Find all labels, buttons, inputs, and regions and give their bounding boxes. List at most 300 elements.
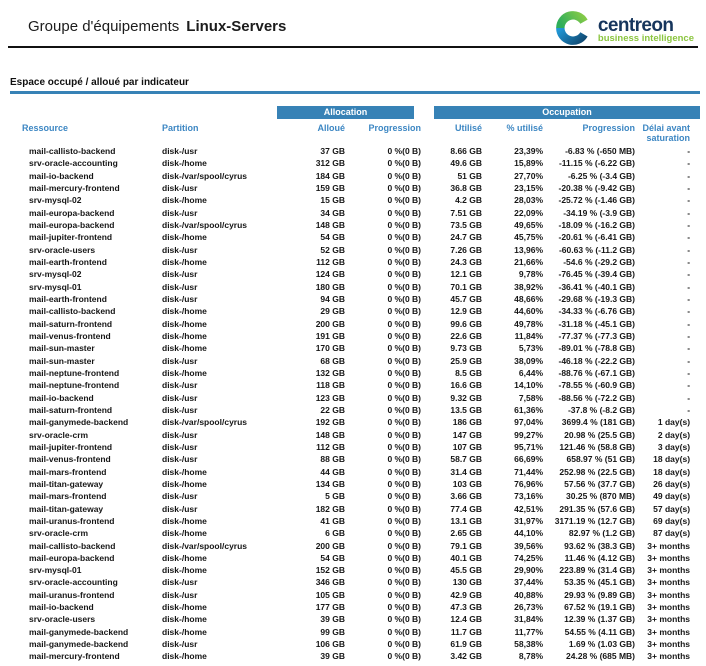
cell-delai-saturation: 49 day(s) <box>653 491 691 502</box>
cell-progression-occupation: -37.8 % (-8.2 GB) <box>567 404 636 415</box>
table-row <box>22 441 700 453</box>
cell-progression-occupation: -54.6 % (-29.2 GB) <box>563 256 636 267</box>
cell-delai-saturation: - <box>687 330 691 341</box>
cell-pct-utilise: 38,09% <box>514 355 544 366</box>
cell-utilise: 7.51 GB <box>450 207 483 218</box>
column-header-progression-allocation: Progression <box>368 123 422 133</box>
cell-alloue: 94 GB <box>320 293 345 304</box>
table-row <box>22 379 700 391</box>
cell-partition: disk-/usr <box>162 380 198 391</box>
cell-progression-allocation: 0 %(0 B) <box>387 232 422 243</box>
cell-progression-occupation: 82.97 % (1.2 GB) <box>568 528 636 539</box>
cell-progression-occupation: 3171.19 % (12.7 GB) <box>554 515 636 526</box>
cell-utilise: 3.66 GB <box>450 491 483 502</box>
cell-delai-saturation: - <box>687 306 691 317</box>
cell-partition: disk-/home <box>162 565 207 576</box>
cell-progression-occupation: -25.72 % (-1.46 GB) <box>558 195 636 206</box>
table-row <box>22 293 700 305</box>
cell-utilise: 130 GB <box>452 577 483 588</box>
cell-progression-occupation: 291.35 % (57.6 GB) <box>559 503 636 514</box>
cell-alloue: 192 GB <box>315 417 345 428</box>
cell-pct-utilise: 48,66% <box>514 293 544 304</box>
cell-ressource: mail-saturn-frontend <box>29 318 113 329</box>
cell-pct-utilise: 23,15% <box>514 182 544 193</box>
cell-progression-allocation: 0 %(0 B) <box>387 491 422 502</box>
cell-progression-allocation: 0 %(0 B) <box>387 626 422 637</box>
table-row <box>22 219 700 231</box>
cell-progression-occupation: -29.68 % (-19.3 GB) <box>558 293 636 304</box>
cell-progression-allocation: 0 %(0 B) <box>387 380 422 391</box>
cell-partition: disk-/home <box>162 232 207 243</box>
cell-partition: disk-/usr <box>162 429 198 440</box>
cell-progression-occupation: -6.83 % (-650 MB) <box>565 146 636 156</box>
cell-alloue: 177 GB <box>315 602 345 613</box>
cell-utilise: 79.1 GB <box>450 540 483 551</box>
cell-progression-occupation: 3699.4 % (181 GB) <box>561 417 636 428</box>
cell-pct-utilise: 22,09% <box>514 207 544 218</box>
cell-pct-utilise: 37,44% <box>514 577 544 588</box>
cell-delai-saturation: 1 day(s) <box>657 417 691 428</box>
cell-utilise: 51 GB <box>457 170 483 181</box>
cell-partition: disk-/usr <box>162 293 198 304</box>
cell-delai-saturation: - <box>687 219 691 230</box>
cell-delai-saturation: - <box>687 404 691 415</box>
cell-progression-occupation: 223.89 % (31.4 GB) <box>559 565 636 576</box>
table-body <box>22 145 700 663</box>
table-row <box>22 527 700 539</box>
cell-alloue: 68 GB <box>320 355 345 366</box>
cell-utilise: 24.7 GB <box>450 232 483 243</box>
cell-ressource: mail-saturn-frontend <box>29 404 113 415</box>
table-row <box>22 318 700 330</box>
cell-pct-utilise: 11,84% <box>514 330 544 341</box>
cell-alloue: 134 GB <box>315 478 345 489</box>
cell-pct-utilise: 45,75% <box>514 232 544 243</box>
centreon-logo-mark-icon <box>555 10 591 51</box>
cell-alloue: 180 GB <box>315 281 345 292</box>
cell-delai-saturation: 3+ months <box>647 651 691 662</box>
cell-utilise: 16.6 GB <box>450 380 483 391</box>
cell-ressource: mail-io-backend <box>29 602 94 613</box>
cell-alloue: 312 GB <box>315 158 345 169</box>
cell-progression-allocation: 0 %(0 B) <box>387 219 422 230</box>
cell-partition: disk-/usr <box>162 146 198 156</box>
cell-delai-saturation: - <box>687 392 691 403</box>
cell-alloue: 118 GB <box>316 380 345 391</box>
cell-alloue: 191 GB <box>315 330 345 341</box>
cell-utilise: 186 GB <box>452 417 483 428</box>
table-row <box>22 466 700 478</box>
cell-partition: disk-/usr <box>162 404 198 415</box>
cell-ressource: srv-oracle-crm <box>29 429 89 440</box>
cell-partition: disk-/usr <box>162 639 198 650</box>
cell-utilise: 8.5 GB <box>455 367 483 378</box>
cell-progression-occupation: -46.18 % (-22.2 GB) <box>558 355 636 366</box>
table-row <box>22 650 700 662</box>
cell-delai-saturation: - <box>687 367 691 378</box>
cell-delai-saturation: - <box>687 343 691 354</box>
cell-ressource: mail-ganymede-backend <box>29 626 129 637</box>
cell-utilise: 40.1 GB <box>450 552 483 563</box>
table-row <box>22 515 700 527</box>
column-header-ressource: Ressource <box>22 123 69 133</box>
cell-utilise: 70.1 GB <box>450 281 483 292</box>
cell-progression-allocation: 0 %(0 B) <box>387 207 422 218</box>
cell-partition: disk-/home <box>162 343 207 354</box>
cell-delai-saturation: 3+ months <box>647 552 691 563</box>
table-row <box>22 281 700 293</box>
cell-progression-allocation: 0 %(0 B) <box>387 293 422 304</box>
cell-progression-occupation: -11.15 % (-6.22 GB) <box>558 158 636 169</box>
cell-ressource: srv-mysql-01 <box>29 281 82 292</box>
cell-utilise: 49.6 GB <box>450 158 483 169</box>
cell-delai-saturation: - <box>687 244 691 255</box>
cell-progression-occupation: 11.46 % (4.12 GB) <box>564 552 636 563</box>
table-row <box>22 207 700 219</box>
cell-delai-saturation: - <box>687 281 691 292</box>
cell-progression-occupation: -88.76 % (-67.1 GB) <box>558 367 636 378</box>
table-row <box>22 589 700 601</box>
cell-utilise: 147 GB <box>452 429 483 440</box>
table-row <box>22 429 700 441</box>
cell-ressource: mail-europa-backend <box>29 207 115 218</box>
cell-progression-occupation: 658.97 % (51 GB) <box>566 454 636 465</box>
cell-alloue: 148 GB <box>315 429 345 440</box>
table-row <box>22 613 700 625</box>
table-row <box>22 490 700 502</box>
cell-pct-utilise: 44,60% <box>514 306 544 317</box>
cell-alloue: 123 GB <box>315 392 345 403</box>
cell-ressource: mail-sun-master <box>29 355 95 366</box>
cell-progression-allocation: 0 %(0 B) <box>387 306 422 317</box>
cell-delai-saturation: - <box>687 232 691 243</box>
cell-utilise: 3.42 GB <box>450 651 483 662</box>
cell-ressource: mail-titan-gateway <box>29 503 104 514</box>
cell-delai-saturation: - <box>687 256 691 267</box>
cell-utilise: 61.9 GB <box>450 639 483 650</box>
cell-ressource: mail-mars-frontend <box>29 491 107 502</box>
cell-partition: disk-/home <box>162 602 207 613</box>
cell-pct-utilise: 44,10% <box>514 528 544 539</box>
cell-progression-allocation: 0 %(0 B) <box>387 281 422 292</box>
cell-delai-saturation: 3+ months <box>647 589 691 600</box>
table-row <box>22 330 700 342</box>
cell-utilise: 31.4 GB <box>450 466 483 477</box>
cell-delai-saturation: - <box>687 207 691 218</box>
cell-ressource: mail-ganymede-backend <box>29 639 129 650</box>
cell-partition: disk-/usr <box>162 244 198 255</box>
table-row <box>22 626 700 638</box>
page-title <box>28 8 286 35</box>
cell-partition: disk-/usr <box>162 355 198 366</box>
cell-progression-allocation: 0 %(0 B) <box>387 552 422 563</box>
centreon-logo <box>555 8 698 51</box>
column-header-alloue: Alloué <box>317 123 345 133</box>
cell-ressource: mail-sun-master <box>29 343 95 354</box>
table-row <box>22 552 700 564</box>
cell-alloue: 112 GB <box>316 256 345 267</box>
cell-delai-saturation: 3+ months <box>647 577 691 588</box>
cell-pct-utilise: 5,73% <box>518 343 544 354</box>
cell-partition: disk-/home <box>162 318 207 329</box>
table-band-row <box>22 106 700 119</box>
table-row <box>22 638 700 650</box>
report-header <box>0 0 706 46</box>
cell-partition: disk-/usr <box>162 589 198 600</box>
cell-alloue: 124 GB <box>315 269 345 280</box>
logo-wordmark-text: centreon <box>597 15 674 36</box>
cell-alloue: 29 GB <box>320 306 345 317</box>
cell-partition: disk-/usr <box>162 207 198 218</box>
cell-pct-utilise: 39,56% <box>514 540 544 551</box>
table-row <box>22 404 700 416</box>
cell-pct-utilise: 26,73% <box>514 602 544 613</box>
table-row <box>22 157 700 169</box>
cell-delai-saturation: 3+ months <box>647 614 691 625</box>
cell-partition: disk-/home <box>162 367 207 378</box>
cell-ressource: mail-callisto-backend <box>29 146 116 156</box>
column-header-delai-saturation: Délai avant saturation <box>642 123 691 143</box>
cell-partition: disk-/home <box>162 515 207 526</box>
cell-pct-utilise: 95,71% <box>514 441 544 452</box>
column-header-utilise: Utilisé <box>455 123 483 133</box>
cell-alloue: 106 GB <box>315 639 345 650</box>
cell-utilise: 12.1 GB <box>450 269 483 280</box>
cell-utilise: 9.73 GB <box>450 343 483 354</box>
cell-partition: disk-/usr <box>162 577 198 588</box>
cell-pct-utilise: 74,25% <box>514 552 544 563</box>
cell-progression-allocation: 0 %(0 B) <box>387 614 422 625</box>
cell-ressource: mail-jupiter-frontend <box>29 232 113 243</box>
cell-progression-occupation: 67.52 % (19.1 GB) <box>564 602 636 613</box>
table-row <box>22 576 700 588</box>
cell-partition: disk-/usr <box>162 441 198 452</box>
table-row <box>22 194 700 206</box>
cell-delai-saturation: 69 day(s) <box>653 515 691 526</box>
cell-utilise: 47.3 GB <box>450 602 483 613</box>
cell-delai-saturation: - <box>687 158 691 169</box>
cell-partition: disk-/var/spool/cyrus <box>162 417 248 428</box>
cell-progression-occupation: -60.63 % (-11.2 GB) <box>558 244 636 255</box>
cell-delai-saturation: 2 day(s) <box>657 429 691 440</box>
cell-alloue: 184 GB <box>315 170 345 181</box>
cell-pct-utilise: 97,04% <box>514 417 544 428</box>
cell-alloue: 152 GB <box>315 565 345 576</box>
cell-progression-allocation: 0 %(0 B) <box>387 404 422 415</box>
cell-progression-allocation: 0 %(0 B) <box>387 146 422 156</box>
cell-progression-occupation: -34.19 % (-3.9 GB) <box>563 207 636 218</box>
title-prefix: Groupe d'équipements <box>28 18 180 35</box>
cell-pct-utilise: 42,51% <box>514 503 544 514</box>
cell-pct-utilise: 6,44% <box>518 367 544 378</box>
cell-utilise: 42.9 GB <box>450 589 483 600</box>
cell-utilise: 11.7 GB <box>450 626 483 637</box>
table-row <box>22 182 700 194</box>
cell-pct-utilise: 38,92% <box>514 281 544 292</box>
cell-pct-utilise: 73,16% <box>514 491 544 502</box>
cell-pct-utilise: 31,97% <box>514 515 544 526</box>
cell-pct-utilise: 99,27% <box>514 429 544 440</box>
cell-alloue: 39 GB <box>320 651 345 662</box>
cell-delai-saturation: 26 day(s) <box>653 478 691 489</box>
cell-progression-allocation: 0 %(0 B) <box>387 170 422 181</box>
cell-progression-allocation: 0 %(0 B) <box>387 503 422 514</box>
cell-utilise: 22.6 GB <box>450 330 483 341</box>
cell-ressource: mail-mercury-frontend <box>29 182 120 193</box>
cell-ressource: mail-mars-frontend <box>29 466 107 477</box>
table-row <box>22 367 700 379</box>
cell-delai-saturation: - <box>687 380 691 391</box>
cell-alloue: 15 GB <box>320 195 345 206</box>
cell-alloue: 22 GB <box>320 404 345 415</box>
cell-pct-utilise: 76,96% <box>514 478 544 489</box>
cell-alloue: 200 GB <box>315 540 345 551</box>
cell-alloue: 54 GB <box>320 232 345 243</box>
cell-progression-allocation: 0 %(0 B) <box>387 454 422 465</box>
cell-alloue: 112 GB <box>316 441 345 452</box>
cell-progression-occupation: -36.41 % (-40.1 GB) <box>558 281 636 292</box>
cell-partition: disk-/usr <box>162 182 198 193</box>
cell-utilise: 99.6 GB <box>450 318 483 329</box>
cell-partition: disk-/home <box>162 466 207 477</box>
cell-ressource: mail-europa-backend <box>29 552 115 563</box>
cell-progression-occupation: 53.35 % (45.1 GB) <box>564 577 636 588</box>
cell-progression-occupation: 30.25 % (870 MB) <box>566 491 636 502</box>
cell-progression-occupation: -20.38 % (-9.42 GB) <box>558 182 636 193</box>
cell-alloue: 39 GB <box>320 614 345 625</box>
cell-utilise: 24.3 GB <box>450 256 483 267</box>
band-allocation: Allocation <box>267 106 424 119</box>
cell-alloue: 6 GB <box>325 528 345 539</box>
cell-ressource: mail-venus-frontend <box>29 330 111 341</box>
table-row <box>22 355 700 367</box>
cell-progression-occupation: 93.62 % (38.3 GB) <box>564 540 636 551</box>
cell-utilise: 13.1 GB <box>450 515 483 526</box>
cell-delai-saturation: 3+ months <box>647 626 691 637</box>
cell-alloue: 52 GB <box>320 244 345 255</box>
cell-alloue: 170 GB <box>315 343 345 354</box>
cell-partition: disk-/home <box>162 158 207 169</box>
cell-delai-saturation: - <box>687 182 691 193</box>
cell-partition: disk-/usr <box>162 491 198 502</box>
table-row <box>22 540 700 552</box>
cell-partition: disk-/home <box>162 552 207 563</box>
cell-progression-allocation: 0 %(0 B) <box>387 343 422 354</box>
cell-pct-utilise: 71,44% <box>514 466 544 477</box>
cell-utilise: 107 GB <box>452 441 483 452</box>
cell-progression-occupation: 54.55 % (4.11 GB) <box>564 626 636 637</box>
cell-pct-utilise: 14,10% <box>514 380 544 391</box>
table-row <box>22 342 700 354</box>
cell-progression-allocation: 0 %(0 B) <box>387 441 422 452</box>
cell-alloue: 88 GB <box>320 454 345 465</box>
table-row <box>22 305 700 317</box>
cell-progression-allocation: 0 %(0 B) <box>387 417 422 428</box>
section-title: Espace occupé / alloué par indicateur <box>10 77 700 94</box>
cell-ressource: mail-ganymede-backend <box>29 417 129 428</box>
cell-alloue: 148 GB <box>315 219 345 230</box>
cell-ressource: mail-io-backend <box>29 392 94 403</box>
cell-utilise: 13.5 GB <box>450 404 483 415</box>
cell-progression-allocation: 0 %(0 B) <box>387 355 422 366</box>
cell-delai-saturation: - <box>687 195 691 206</box>
cell-partition: disk-/home <box>162 330 207 341</box>
cell-delai-saturation: 3+ months <box>647 639 691 650</box>
cell-progression-occupation: -88.56 % (-72.2 GB) <box>558 392 636 403</box>
cell-progression-allocation: 0 %(0 B) <box>387 515 422 526</box>
cell-ressource: srv-oracle-accounting <box>29 577 118 588</box>
cell-pct-utilise: 8,78% <box>518 651 544 662</box>
cell-progression-allocation: 0 %(0 B) <box>387 367 422 378</box>
table-row <box>22 503 700 515</box>
cell-alloue: 159 GB <box>315 182 345 193</box>
cell-ressource: mail-callisto-backend <box>29 540 116 551</box>
cell-utilise: 36.8 GB <box>450 182 483 193</box>
cell-progression-allocation: 0 %(0 B) <box>387 528 422 539</box>
cell-progression-allocation: 0 %(0 B) <box>387 182 422 193</box>
cell-partition: disk-/usr <box>162 269 198 280</box>
cell-ressource: srv-mysql-01 <box>29 565 82 576</box>
cell-ressource: mail-uranus-frontend <box>29 589 115 600</box>
cell-partition: disk-/usr <box>162 392 198 403</box>
cell-partition: disk-/var/spool/cyrus <box>162 540 248 551</box>
cell-ressource: srv-oracle-users <box>29 614 96 625</box>
cell-utilise: 77.4 GB <box>450 503 483 514</box>
cell-utilise: 12.9 GB <box>450 306 483 317</box>
table-row <box>22 256 700 268</box>
cell-ressource: mail-earth-frontend <box>29 293 107 304</box>
cell-progression-allocation: 0 %(0 B) <box>387 478 422 489</box>
cell-delai-saturation: 3 day(s) <box>657 441 691 452</box>
cell-pct-utilise: 13,96% <box>514 244 544 255</box>
cell-ressource: mail-io-backend <box>29 170 94 181</box>
cell-delai-saturation: - <box>687 146 691 156</box>
cell-progression-occupation: 29.93 % (9.89 GB) <box>564 589 636 600</box>
cell-progression-allocation: 0 %(0 B) <box>387 565 422 576</box>
cell-pct-utilise: 27,70% <box>514 170 544 181</box>
cell-alloue: 5 GB <box>325 491 345 502</box>
cell-ressource: srv-mysql-02 <box>29 195 82 206</box>
cell-delai-saturation: 18 day(s) <box>653 454 691 465</box>
cell-progression-occupation: 121.46 % (58.8 GB) <box>559 441 636 452</box>
cell-partition: disk-/usr <box>162 503 198 514</box>
cell-ressource: srv-oracle-accounting <box>29 158 118 169</box>
cell-pct-utilise: 7,58% <box>518 392 544 403</box>
cell-delai-saturation: - <box>687 170 691 181</box>
table-row <box>22 453 700 465</box>
cell-progression-allocation: 0 %(0 B) <box>387 244 422 255</box>
cell-utilise: 4.2 GB <box>455 195 483 206</box>
cell-utilise: 8.66 GB <box>450 146 483 156</box>
cell-progression-allocation: 0 %(0 B) <box>387 651 422 662</box>
column-header-partition: Partition <box>162 123 199 133</box>
cell-ressource: mail-neptune-frontend <box>29 380 120 391</box>
cell-ressource: mail-titan-gateway <box>29 478 104 489</box>
cell-progression-occupation: -31.18 % (-45.1 GB) <box>558 318 636 329</box>
cell-progression-allocation: 0 %(0 B) <box>387 589 422 600</box>
cell-progression-occupation: -78.55 % (-60.9 GB) <box>558 380 636 391</box>
cell-ressource: mail-neptune-frontend <box>29 367 120 378</box>
cell-partition: disk-/home <box>162 478 207 489</box>
cell-partition: disk-/usr <box>162 454 198 465</box>
cell-progression-allocation: 0 %(0 B) <box>387 392 422 403</box>
cell-pct-utilise: 9,78% <box>518 269 544 280</box>
cell-delai-saturation: 18 day(s) <box>653 466 691 477</box>
cell-partition: disk-/var/spool/cyrus <box>162 170 248 181</box>
cell-progression-occupation: 1.69 % (1.03 GB) <box>568 639 636 650</box>
cell-ressource: mail-earth-frontend <box>29 256 107 267</box>
cell-alloue: 54 GB <box>320 552 345 563</box>
